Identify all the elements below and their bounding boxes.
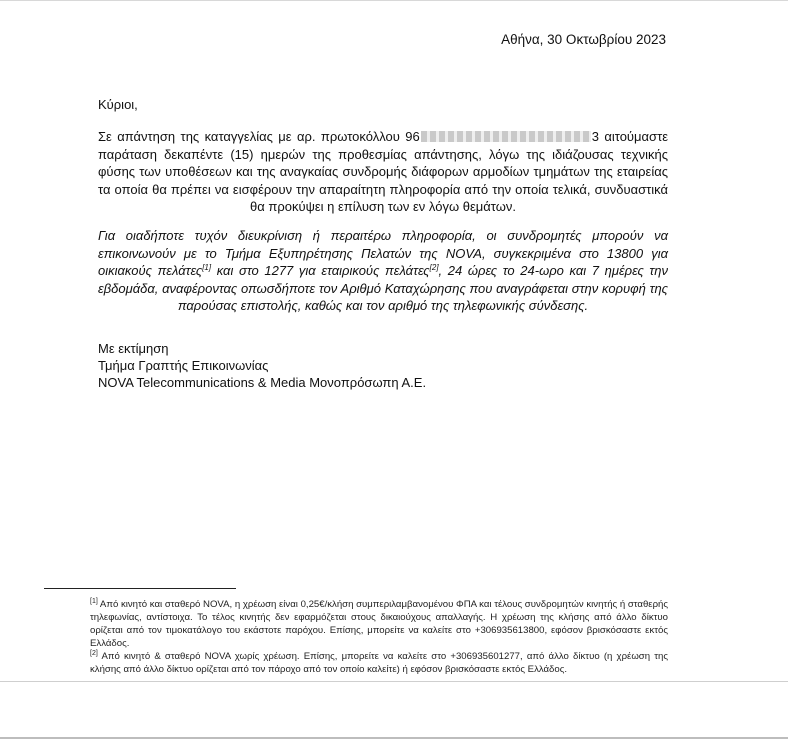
viewer-bottom-edge [0, 737, 788, 739]
page-bottom-border [0, 681, 788, 682]
paragraph-text-part2: και στο 1277 για εταιρικούς πελάτες [211, 263, 430, 278]
footnote-marker-2: [2] [90, 650, 98, 657]
paragraph-text-part1: Για οιαδήποτε τυχόν διευκρίνιση ή περαιτέρω πληροφορία, οι συνδρομητές μπορούν να επικοινωνούν με το Τμήμα Εξυπηρέτησης Πελατών της NOVA, συγκεκριμένα στο 13800 για οικιακούς πελάτες [98, 228, 668, 278]
paragraph-text-part3: , 24 ώρες το 24-ωρο και 7 ημέρες την εβδομάδα, αναφέροντας οπωσδήποτε τον Αριθμό Καταχώρησης που αναγράφεται στην κορυφή της παρούσας επιστολής, καθώς και τον αριθμό της τηλεφωνικής σύνδεσης. [98, 263, 669, 313]
footnote-2 [90, 650, 668, 676]
paragraph-customer-service [98, 227, 668, 315]
paragraph-extension-request [98, 128, 668, 216]
footnote-ref-2[interactable]: [2] [429, 263, 439, 272]
signature-block [98, 340, 668, 391]
footnote-1 [90, 598, 668, 650]
footnotes [90, 598, 668, 676]
footnote-text-1: Από κινητό και σταθερό NOVA, η χρέωση είναι 0,25€/κλήση συμπεριλαμβανομένου ΦΠΑ και τέλους συνδρομητών κινητής ή σταθερής τηλεφωνίας, αντίστοιχα. Το τέλος κινητής δεν εφαρμόζεται στους δικαιούχους απαλλαγής. Η χρέωση της κλήσης από άλλο δίκτυο ορίζεται από τον τιμοκατάλογο του εκάστοτε παρόχου. Επίσης, μπορείτε να καλείτε στο +306935613800, εφόσον βρισκόσαστε εκτός Ελλάδος. [90, 599, 668, 649]
salutation: Κύριοι, [98, 97, 138, 112]
department-name: Τμήμα Γραπτής Επικοινωνίας [98, 358, 269, 373]
letter-date: Αθήνα, 30 Οκτωβρίου 2023 [501, 32, 666, 47]
closing: Με εκτίμηση [98, 341, 169, 356]
paragraph-text-start: Σε απάντηση της καταγγελίας με αρ. πρωτοκόλλου 96 [98, 129, 420, 144]
page-top-border [0, 0, 788, 1]
footnote-separator [44, 588, 236, 589]
footnote-text-2: Από κινητό & σταθερό NOVA χωρίς χρέωση. Επίσης, μπορείτε να καλείτε στο +306935601277, από άλλο δίκτυο (η χρέωση της κλήσης από άλλο δίκτυο ορίζεται από τον πάροχο από τον οποίο καλείτε) ή εφόσον βρισκόσαστε εκτός Ελλάδος. [90, 651, 668, 675]
redacted-protocol-number [421, 131, 591, 142]
paragraph-text-end: 3 αιτούμαστε παράταση δεκαπέντε (15) ημερών της προθεσμίας απάντησης, λόγω της ιδιάζουσας τεχνικής φύσης των υποθέσεων και της αναγκαίας συνδρομής διάφορων αρμοδίων τμημάτων της εταιρείας τα οποία θα πρέπει να εισφέρουν την απαραίτητη πληροφορία από την οποία τελικά, συνδυαστικά θα προκύψει η επίλυση των εν λόγω θεμάτων. [98, 129, 668, 214]
footnote-ref-1[interactable]: [1] [202, 263, 212, 272]
company-name: NOVA Telecommunications & Media Μονοπρόσωπη Α.Ε. [98, 375, 427, 390]
footnote-marker-1: [1] [90, 598, 98, 605]
